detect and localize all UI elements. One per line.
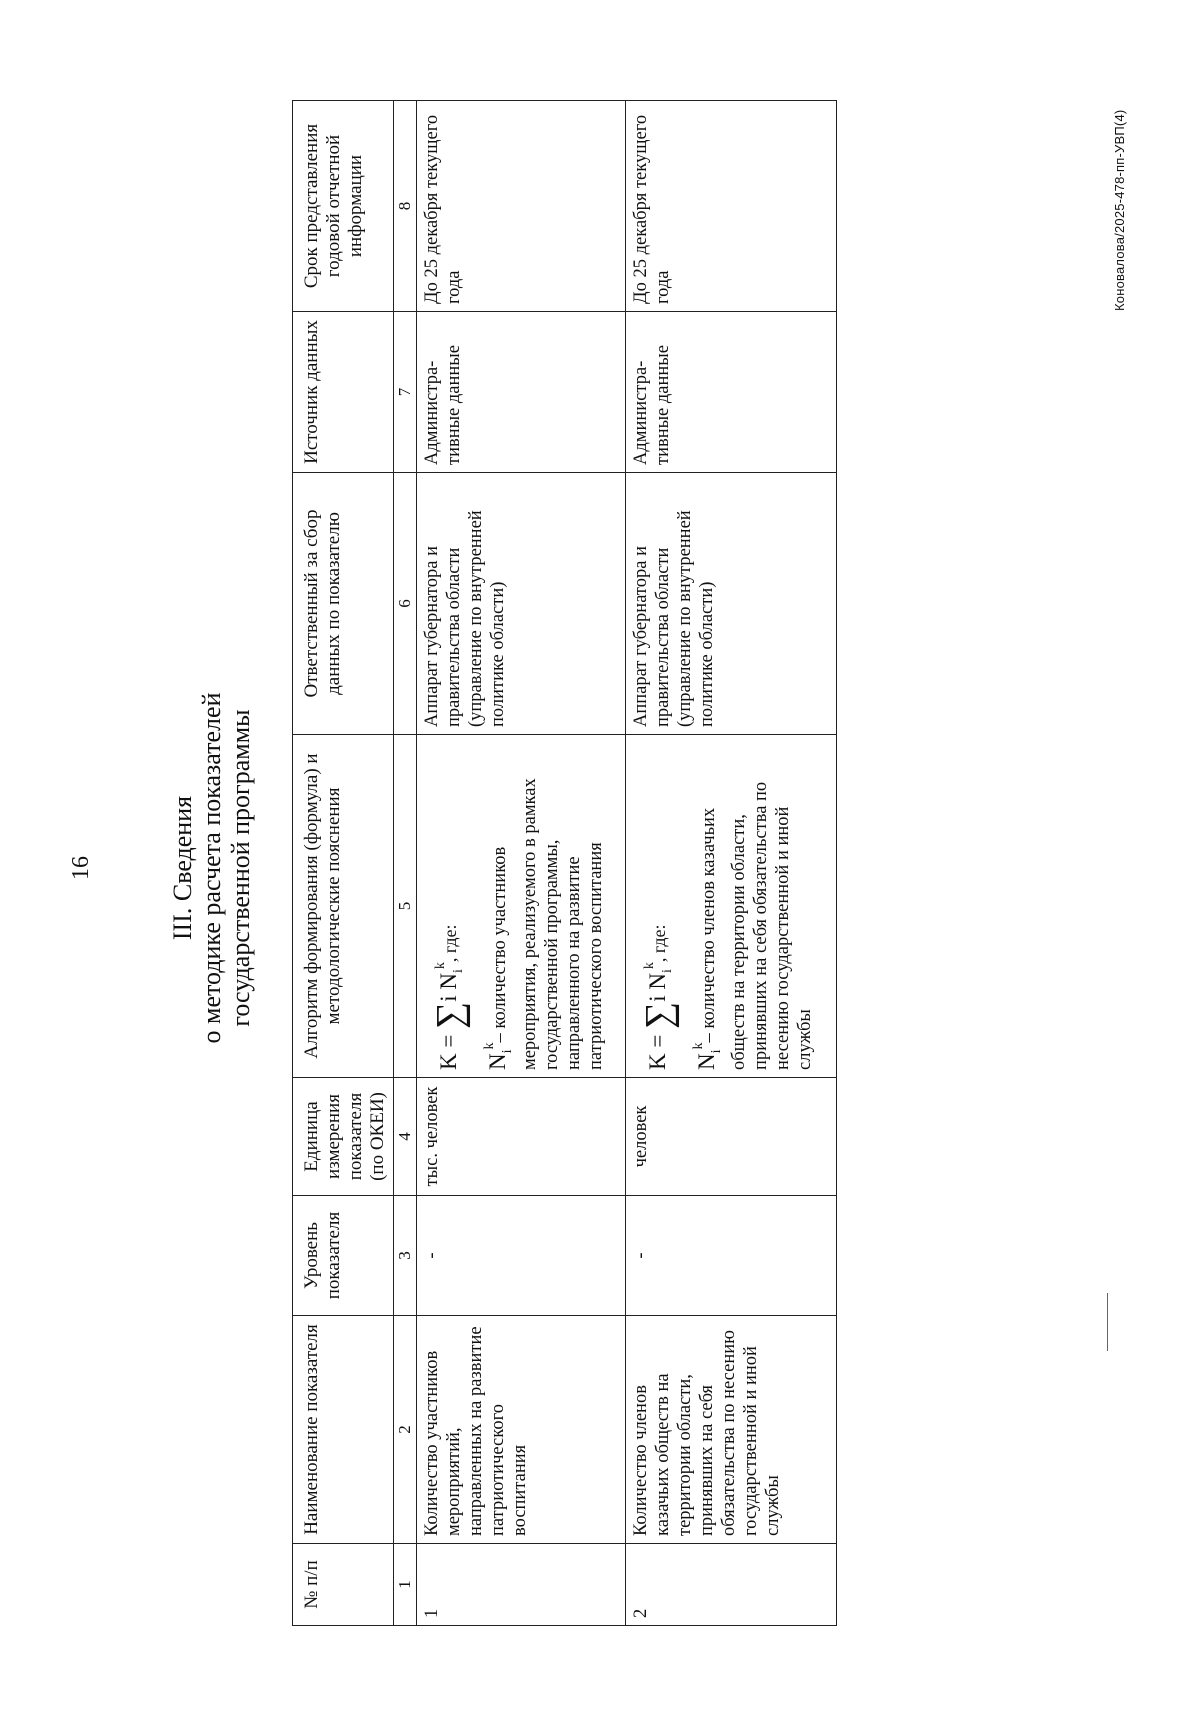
column-number: 4 bbox=[394, 1078, 417, 1196]
header-cell: Наименование показателя bbox=[293, 1316, 394, 1544]
row-number: 1 bbox=[417, 1544, 626, 1626]
column-number-row bbox=[394, 101, 417, 1626]
table-row bbox=[626, 101, 837, 1626]
section-title bbox=[168, 0, 255, 1736]
header-cell: Источник данных bbox=[293, 312, 394, 473]
formula-cell bbox=[626, 735, 837, 1078]
data-source: Администра-тивные данные bbox=[626, 312, 837, 473]
header-cell: Уровень показателя bbox=[293, 1196, 394, 1316]
row-number: 2 bbox=[626, 1544, 837, 1626]
formula-cell bbox=[417, 735, 626, 1078]
column-number: 7 bbox=[394, 312, 417, 473]
column-number: 3 bbox=[394, 1196, 417, 1316]
reporting-deadline: До 25 декабря текущего года bbox=[417, 101, 626, 312]
responsible-body: Аппарат губернатора и правительства области (управление по внутренней политике области) bbox=[626, 473, 837, 735]
title-line-2: о методике расчета показателей bbox=[197, 692, 226, 1044]
header-cell: Ответственный за сбор данных по показателю bbox=[293, 473, 394, 735]
responsible-body: Аппарат губернатора и правительства области (управление по внутренней политике области) bbox=[417, 473, 626, 735]
column-number: 6 bbox=[394, 473, 417, 735]
page-number: 16 bbox=[68, 856, 94, 880]
stray-mark bbox=[1107, 1293, 1108, 1351]
indicator-level: - bbox=[417, 1196, 626, 1316]
formula-explanation: $N_i^k-$ количество членов казачьих обществ на территории области, принявших на себя обязательства по несению государственной и иной службы bbox=[691, 781, 815, 1070]
header-cell: Единица измерения показателя (по ОКЕИ) bbox=[293, 1078, 394, 1196]
formula-explanation: $N_i^k-$ количество участников мероприятия, реализуемого в рамках государственной программы, направленного на развитие патриотического воспитания bbox=[482, 778, 606, 1070]
formula: K = ∑i $N_i^k$, где: bbox=[638, 924, 680, 1070]
header-cell: Алгоритм формирования (формула) и методологические пояснения bbox=[293, 735, 394, 1078]
column-number: 5 bbox=[394, 735, 417, 1078]
indicator-level: - bbox=[626, 1196, 837, 1316]
column-number: 1 bbox=[394, 1544, 417, 1626]
indicator-unit: тыс. человек bbox=[417, 1078, 626, 1196]
document-footer: Коновалова/2025-478-пп-УВП(4) bbox=[1112, 109, 1127, 311]
formula: K = ∑i $N_i^k$, где: bbox=[429, 924, 471, 1070]
column-number: 8 bbox=[394, 101, 417, 312]
header-cell: № п/п bbox=[293, 1544, 394, 1626]
indicator-name: Количество участников мероприятий, направленных на развитие патриотического воспитания bbox=[417, 1316, 626, 1544]
title-line-3: государственной программы bbox=[226, 709, 255, 1027]
header-cell: Срок представления годовой отчетной информации bbox=[293, 101, 394, 312]
title-line-1: III. Сведения bbox=[168, 795, 197, 941]
indicators-methodology-table bbox=[292, 100, 837, 1626]
reporting-deadline: До 25 декабря текущего года bbox=[626, 101, 837, 312]
table-row bbox=[417, 101, 626, 1626]
table-header-row bbox=[293, 101, 394, 1626]
indicator-name: Количество членов казачьих обществ на территории области, принявших на себя обязательства по несению государственной и иной службы bbox=[626, 1316, 837, 1544]
indicator-unit: человек bbox=[626, 1078, 837, 1196]
column-number: 2 bbox=[394, 1316, 417, 1544]
data-source: Администра-тивные данные bbox=[417, 312, 626, 473]
